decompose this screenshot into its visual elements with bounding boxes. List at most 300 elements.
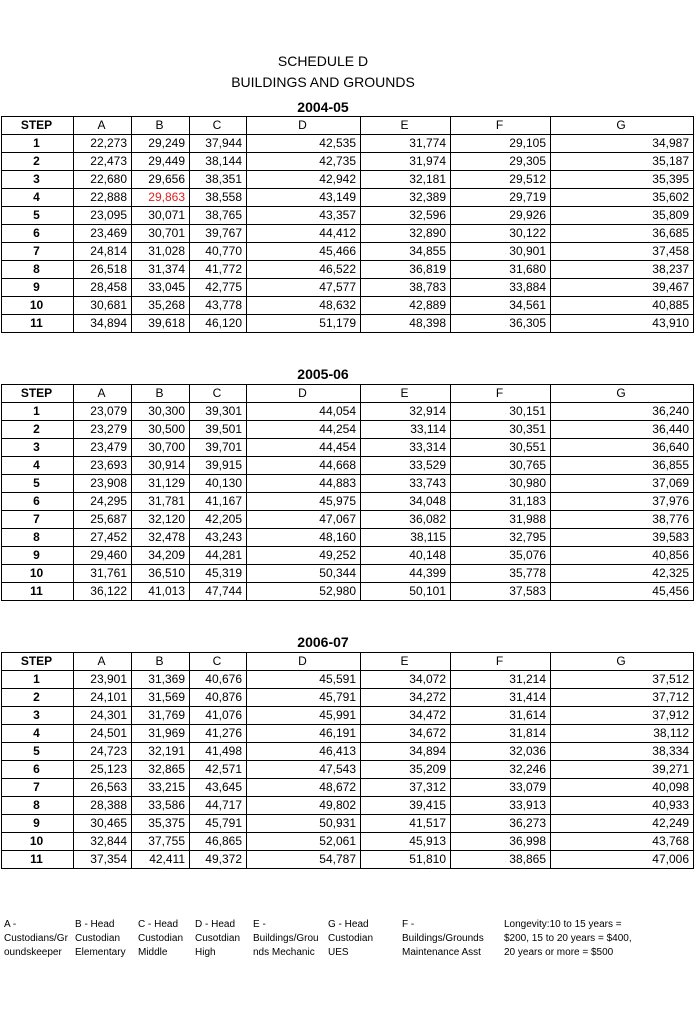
- column-header: G: [551, 385, 694, 403]
- salary-cell: 32,890: [361, 225, 451, 243]
- column-header: F: [451, 653, 551, 671]
- table-row: [2, 761, 694, 779]
- salary-cell: 48,160: [247, 529, 361, 547]
- salary-cell: 30,151: [451, 403, 551, 421]
- salary-cell: 33,743: [361, 475, 451, 493]
- legend-e: E - Buildings/Grou nds Mechanic: [253, 919, 319, 958]
- salary-cell: 45,975: [247, 493, 361, 511]
- salary-cell: 33,913: [451, 797, 551, 815]
- column-header: A: [74, 117, 132, 135]
- salary-cell: 30,351: [451, 421, 551, 439]
- salary-cell: 47,744: [190, 583, 247, 601]
- salary-cell: 47,067: [247, 511, 361, 529]
- salary-cell: 32,246: [451, 761, 551, 779]
- salary-cell: 46,865: [190, 833, 247, 851]
- step-cell: 3: [2, 707, 74, 725]
- salary-cell: 31,183: [451, 493, 551, 511]
- salary-cell: 42,325: [551, 565, 694, 583]
- salary-cell: 47,577: [247, 279, 361, 297]
- table-row: [2, 421, 694, 439]
- salary-cell: 30,071: [132, 207, 190, 225]
- salary-cell: 43,778: [190, 297, 247, 315]
- salary-cell: 31,369: [132, 671, 190, 689]
- salary-cell: 49,372: [190, 851, 247, 869]
- salary-cell: 39,915: [190, 457, 247, 475]
- salary-cell: 31,781: [132, 493, 190, 511]
- table-row: [2, 583, 694, 601]
- salary-cell: 43,149: [247, 189, 361, 207]
- column-header: C: [190, 117, 247, 135]
- step-cell: 9: [2, 547, 74, 565]
- salary-cell: 43,243: [190, 529, 247, 547]
- salary-cell: 39,415: [361, 797, 451, 815]
- salary-cell: 44,254: [247, 421, 361, 439]
- salary-cell: 50,101: [361, 583, 451, 601]
- salary-cell: 39,701: [190, 439, 247, 457]
- column-header: C: [190, 653, 247, 671]
- step-cell: 11: [2, 583, 74, 601]
- salary-cell: 39,501: [190, 421, 247, 439]
- salary-cell: 30,465: [74, 815, 132, 833]
- salary-cell: 37,312: [361, 779, 451, 797]
- salary-cell: 37,755: [132, 833, 190, 851]
- step-cell: 8: [2, 797, 74, 815]
- salary-cell: 33,529: [361, 457, 451, 475]
- salary-cell: 30,765: [451, 457, 551, 475]
- salary-cell: 34,855: [361, 243, 451, 261]
- legend-f: F - Buildings/Grounds Maintenance Asst: [402, 919, 484, 958]
- salary-cell: 31,761: [74, 565, 132, 583]
- salary-cell: 46,413: [247, 743, 361, 761]
- table-row: [2, 475, 694, 493]
- salary-cell: 48,632: [247, 297, 361, 315]
- salary-cell: 33,079: [451, 779, 551, 797]
- salary-cell: 40,130: [190, 475, 247, 493]
- salary-cell: 37,912: [551, 707, 694, 725]
- salary-cell: 43,910: [551, 315, 694, 333]
- table-row: [2, 779, 694, 797]
- salary-cell: 37,976: [551, 493, 694, 511]
- salary-cell: 32,596: [361, 207, 451, 225]
- salary-cell: 31,774: [361, 135, 451, 153]
- salary-cell: 29,926: [451, 207, 551, 225]
- table-row: [2, 207, 694, 225]
- salary-cell: 39,271: [551, 761, 694, 779]
- salary-table-2005-06: [1, 384, 694, 601]
- salary-cell: 26,563: [74, 779, 132, 797]
- salary-cell: 32,389: [361, 189, 451, 207]
- salary-cell: 33,586: [132, 797, 190, 815]
- table-row: [2, 261, 694, 279]
- table-row: [2, 815, 694, 833]
- table-row: [2, 493, 694, 511]
- step-cell: 3: [2, 439, 74, 457]
- table-row: [2, 153, 694, 171]
- salary-cell: 44,399: [361, 565, 451, 583]
- salary-cell: 32,865: [132, 761, 190, 779]
- salary-cell: 45,319: [190, 565, 247, 583]
- column-header: E: [361, 117, 451, 135]
- step-cell: 1: [2, 403, 74, 421]
- salary-cell: 39,583: [551, 529, 694, 547]
- salary-cell: 26,518: [74, 261, 132, 279]
- salary-cell: 37,069: [551, 475, 694, 493]
- step-cell: 4: [2, 725, 74, 743]
- salary-cell: 34,561: [451, 297, 551, 315]
- salary-cell: 41,498: [190, 743, 247, 761]
- salary-cell: 36,510: [132, 565, 190, 583]
- salary-cell: 39,467: [551, 279, 694, 297]
- salary-cell: 34,894: [74, 315, 132, 333]
- salary-cell: 24,814: [74, 243, 132, 261]
- salary-cell: 30,701: [132, 225, 190, 243]
- step-cell: 2: [2, 421, 74, 439]
- salary-cell: 40,856: [551, 547, 694, 565]
- salary-cell: 34,072: [361, 671, 451, 689]
- step-cell: 5: [2, 207, 74, 225]
- salary-cell: 31,214: [451, 671, 551, 689]
- salary-cell: 44,454: [247, 439, 361, 457]
- salary-cell: 45,913: [361, 833, 451, 851]
- salary-cell: 28,458: [74, 279, 132, 297]
- step-cell: 1: [2, 671, 74, 689]
- salary-cell: 44,717: [190, 797, 247, 815]
- column-header: B: [132, 385, 190, 403]
- step-cell: 1: [2, 135, 74, 153]
- salary-cell: 30,980: [451, 475, 551, 493]
- salary-cell: 36,998: [451, 833, 551, 851]
- salary-cell: 33,314: [361, 439, 451, 457]
- salary-cell: 45,591: [247, 671, 361, 689]
- salary-cell: 35,375: [132, 815, 190, 833]
- step-cell: 7: [2, 511, 74, 529]
- table-row: [2, 547, 694, 565]
- salary-cell: 40,098: [551, 779, 694, 797]
- table-row: [2, 279, 694, 297]
- salary-cell: 31,614: [451, 707, 551, 725]
- salary-cell: 30,300: [132, 403, 190, 421]
- salary-cell: 33,114: [361, 421, 451, 439]
- table-row: [2, 315, 694, 333]
- legend-d: D - Head Cusotdian High: [195, 919, 241, 958]
- step-cell: 11: [2, 315, 74, 333]
- legend-g: G - Head Custodian UES: [328, 919, 374, 958]
- salary-cell: 38,783: [361, 279, 451, 297]
- salary-cell: 29,249: [132, 135, 190, 153]
- legend-a: A - Custodians/Gr oundskeeper: [4, 919, 68, 958]
- salary-cell: 34,209: [132, 547, 190, 565]
- step-cell: 11: [2, 851, 74, 869]
- column-header: A: [74, 385, 132, 403]
- salary-cell: 29,460: [74, 547, 132, 565]
- salary-cell: 34,894: [361, 743, 451, 761]
- salary-cell: 45,456: [551, 583, 694, 601]
- salary-cell: 40,933: [551, 797, 694, 815]
- salary-cell: 44,281: [190, 547, 247, 565]
- salary-cell: 41,013: [132, 583, 190, 601]
- salary-cell: 29,719: [451, 189, 551, 207]
- salary-cell: 42,411: [132, 851, 190, 869]
- salary-cell: 27,452: [74, 529, 132, 547]
- salary-cell: 24,301: [74, 707, 132, 725]
- salary-cell: 51,179: [247, 315, 361, 333]
- salary-cell: 30,681: [74, 297, 132, 315]
- column-header: D: [247, 117, 361, 135]
- salary-cell: 44,883: [247, 475, 361, 493]
- salary-cell: 40,148: [361, 547, 451, 565]
- salary-cell: 44,054: [247, 403, 361, 421]
- salary-cell: 47,543: [247, 761, 361, 779]
- table-row: [2, 689, 694, 707]
- salary-cell: 23,279: [74, 421, 132, 439]
- salary-cell: 29,512: [451, 171, 551, 189]
- salary-cell: 37,512: [551, 671, 694, 689]
- salary-cell: 42,571: [190, 761, 247, 779]
- salary-cell: 38,558: [190, 189, 247, 207]
- column-header: F: [451, 117, 551, 135]
- salary-cell: 30,122: [451, 225, 551, 243]
- salary-cell: 37,354: [74, 851, 132, 869]
- schedule-subtitle: BUILDINGS AND GROUNDS: [231, 74, 415, 90]
- step-cell: 9: [2, 279, 74, 297]
- salary-cell: 31,680: [451, 261, 551, 279]
- salary-cell: 31,988: [451, 511, 551, 529]
- salary-cell: 38,334: [551, 743, 694, 761]
- column-header: STEP: [2, 385, 74, 403]
- salary-cell: 30,901: [451, 243, 551, 261]
- step-cell: 8: [2, 261, 74, 279]
- table-row: [2, 243, 694, 261]
- salary-cell: 32,795: [451, 529, 551, 547]
- table-row: [2, 743, 694, 761]
- salary-cell: 22,680: [74, 171, 132, 189]
- table-row: [2, 171, 694, 189]
- salary-cell: 32,181: [361, 171, 451, 189]
- salary-cell: 31,814: [451, 725, 551, 743]
- salary-cell: 30,700: [132, 439, 190, 457]
- salary-cell: 36,082: [361, 511, 451, 529]
- salary-cell: 40,770: [190, 243, 247, 261]
- salary-cell: 35,187: [551, 153, 694, 171]
- salary-cell: 43,768: [551, 833, 694, 851]
- salary-cell: 44,412: [247, 225, 361, 243]
- table-row: [2, 851, 694, 869]
- step-cell: 8: [2, 529, 74, 547]
- salary-cell: 39,767: [190, 225, 247, 243]
- salary-cell: 24,723: [74, 743, 132, 761]
- column-header: E: [361, 385, 451, 403]
- salary-cell: 45,991: [247, 707, 361, 725]
- step-cell: 4: [2, 457, 74, 475]
- salary-cell: 42,889: [361, 297, 451, 315]
- salary-cell: 51,810: [361, 851, 451, 869]
- column-header: G: [551, 653, 694, 671]
- legend-longevity: Longevity:10 to 15 years = $200, 15 to 20 years = $400, 20 years or more = $500: [504, 919, 632, 958]
- step-cell: 2: [2, 689, 74, 707]
- salary-cell: 37,712: [551, 689, 694, 707]
- table-row: [2, 189, 694, 207]
- table-row: [2, 565, 694, 583]
- salary-cell: 38,765: [190, 207, 247, 225]
- salary-cell: 35,602: [551, 189, 694, 207]
- salary-cell: 29,305: [451, 153, 551, 171]
- salary-cell: 36,855: [551, 457, 694, 475]
- salary-cell: 29,449: [132, 153, 190, 171]
- table-row: [2, 403, 694, 421]
- salary-cell: 29,105: [451, 135, 551, 153]
- salary-cell: 38,112: [551, 725, 694, 743]
- salary-cell: 34,672: [361, 725, 451, 743]
- salary-cell: 35,209: [361, 761, 451, 779]
- step-cell: 7: [2, 779, 74, 797]
- salary-cell: 37,583: [451, 583, 551, 601]
- salary-cell: 48,398: [361, 315, 451, 333]
- salary-cell: 39,618: [132, 315, 190, 333]
- salary-cell: 49,252: [247, 547, 361, 565]
- salary-cell: 32,191: [132, 743, 190, 761]
- table-row: [2, 797, 694, 815]
- salary-cell: 40,876: [190, 689, 247, 707]
- salary-cell: 33,215: [132, 779, 190, 797]
- salary-cell: 34,987: [551, 135, 694, 153]
- table-row: [2, 833, 694, 851]
- salary-cell: 23,901: [74, 671, 132, 689]
- salary-cell: 30,551: [451, 439, 551, 457]
- column-header: D: [247, 653, 361, 671]
- salary-cell: 31,769: [132, 707, 190, 725]
- column-header: B: [132, 653, 190, 671]
- year-heading-2005-06: 2005-06: [297, 366, 349, 382]
- salary-cell: 37,944: [190, 135, 247, 153]
- salary-cell: 42,775: [190, 279, 247, 297]
- salary-cell: 24,101: [74, 689, 132, 707]
- table-row: [2, 457, 694, 475]
- salary-table-2004-05: [1, 116, 694, 333]
- salary-cell: 38,144: [190, 153, 247, 171]
- salary-cell: 33,045: [132, 279, 190, 297]
- salary-cell: 31,414: [451, 689, 551, 707]
- column-header: B: [132, 117, 190, 135]
- column-header: D: [247, 385, 361, 403]
- column-header: C: [190, 385, 247, 403]
- salary-cell: 24,295: [74, 493, 132, 511]
- header-row: [2, 653, 694, 671]
- salary-cell: 23,693: [74, 457, 132, 475]
- column-header: F: [451, 385, 551, 403]
- salary-cell: 37,458: [551, 243, 694, 261]
- step-cell: 3: [2, 171, 74, 189]
- step-cell: 5: [2, 475, 74, 493]
- salary-cell: 35,778: [451, 565, 551, 583]
- salary-cell: 40,885: [551, 297, 694, 315]
- salary-cell: 32,036: [451, 743, 551, 761]
- salary-cell: 42,535: [247, 135, 361, 153]
- salary-cell: 31,129: [132, 475, 190, 493]
- salary-cell: 38,115: [361, 529, 451, 547]
- salary-cell: 23,479: [74, 439, 132, 457]
- step-cell: 9: [2, 815, 74, 833]
- legend-c: C - Head Custodian Middle: [138, 919, 184, 958]
- salary-cell: 34,048: [361, 493, 451, 511]
- salary-cell: 22,273: [74, 135, 132, 153]
- salary-cell: 45,791: [247, 689, 361, 707]
- salary-cell: 36,122: [74, 583, 132, 601]
- salary-cell: 41,772: [190, 261, 247, 279]
- salary-cell: 38,865: [451, 851, 551, 869]
- salary-cell: 32,120: [132, 511, 190, 529]
- column-header: G: [551, 117, 694, 135]
- column-header: E: [361, 653, 451, 671]
- salary-cell: 45,466: [247, 243, 361, 261]
- salary-cell: 36,305: [451, 315, 551, 333]
- salary-cell: 23,095: [74, 207, 132, 225]
- salary-cell: 52,980: [247, 583, 361, 601]
- table-row: [2, 225, 694, 243]
- step-cell: 10: [2, 833, 74, 851]
- schedule-title: SCHEDULE D: [277, 53, 369, 69]
- salary-cell: 31,374: [132, 261, 190, 279]
- salary-cell: 41,276: [190, 725, 247, 743]
- salary-cell: 44,668: [247, 457, 361, 475]
- salary-table-2006-07: [1, 652, 694, 869]
- salary-cell: 50,931: [247, 815, 361, 833]
- salary-cell: 36,240: [551, 403, 694, 421]
- salary-cell: 36,273: [451, 815, 551, 833]
- salary-cell: 38,776: [551, 511, 694, 529]
- salary-cell: 35,395: [551, 171, 694, 189]
- salary-cell: 23,908: [74, 475, 132, 493]
- table-row: [2, 529, 694, 547]
- step-cell: 5: [2, 743, 74, 761]
- salary-cell: 46,522: [247, 261, 361, 279]
- salary-cell: 38,351: [190, 171, 247, 189]
- salary-cell: 42,249: [551, 815, 694, 833]
- step-cell: 10: [2, 565, 74, 583]
- salary-cell: 41,167: [190, 493, 247, 511]
- salary-cell: 36,685: [551, 225, 694, 243]
- salary-cell: 41,076: [190, 707, 247, 725]
- salary-cell: 29,656: [132, 171, 190, 189]
- table-row: [2, 135, 694, 153]
- salary-cell: 38,237: [551, 261, 694, 279]
- salary-cell: 35,809: [551, 207, 694, 225]
- salary-cell: 32,844: [74, 833, 132, 851]
- salary-cell: 43,645: [190, 779, 247, 797]
- salary-cell: 35,076: [451, 547, 551, 565]
- header-row: [2, 117, 694, 135]
- salary-cell: 29,863: [132, 189, 190, 207]
- year-heading-2006-07: 2006-07: [297, 634, 349, 650]
- salary-cell: 48,672: [247, 779, 361, 797]
- step-cell: 4: [2, 189, 74, 207]
- salary-cell: 36,440: [551, 421, 694, 439]
- salary-cell: 31,969: [132, 725, 190, 743]
- column-header: STEP: [2, 117, 74, 135]
- salary-cell: 22,473: [74, 153, 132, 171]
- step-cell: 10: [2, 297, 74, 315]
- salary-cell: 42,942: [247, 171, 361, 189]
- column-header: STEP: [2, 653, 74, 671]
- salary-cell: 42,735: [247, 153, 361, 171]
- salary-cell: 46,120: [190, 315, 247, 333]
- salary-cell: 46,191: [247, 725, 361, 743]
- legend-b: B - Head Custodian Elementary: [75, 919, 126, 958]
- salary-cell: 31,569: [132, 689, 190, 707]
- step-cell: 6: [2, 493, 74, 511]
- year-heading-2004-05: 2004-05: [297, 99, 349, 115]
- table-row: [2, 511, 694, 529]
- table-row: [2, 439, 694, 457]
